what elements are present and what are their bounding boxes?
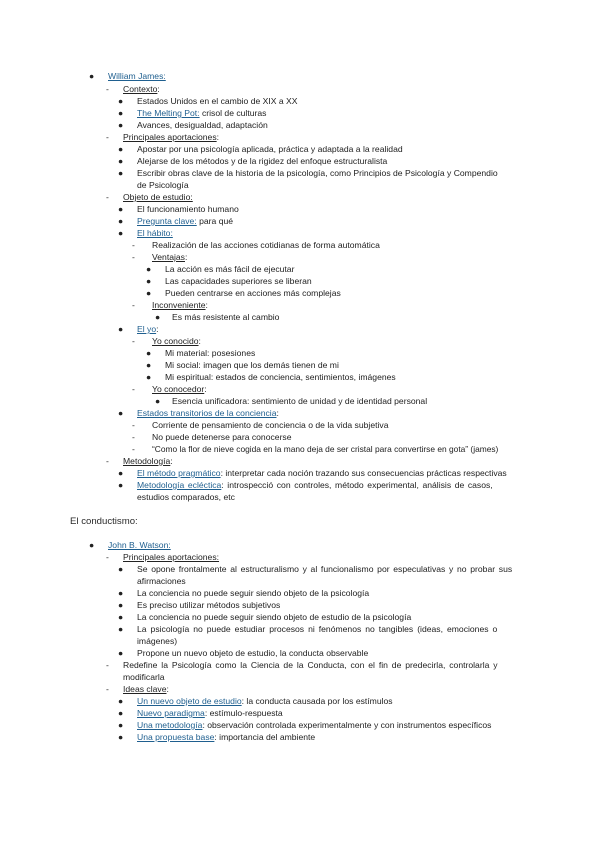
list-item: Alejarse de los métodos y de la rigidez del enfoque estructuralista	[137, 156, 388, 166]
list-item: The Melting Pot: crisol de culturas	[137, 108, 267, 118]
list-item: El método pragmático: interpretar cada noción trazando sus consecuencias prácticas respectivas	[137, 468, 507, 478]
list-item: Redefine la Psicología como la Ciencia de la Conducta, con el fin de predecirla, controlarla y	[123, 660, 498, 670]
bullet-icon: ●	[118, 144, 124, 154]
list-item: Una propuesta base: importancia del ambiente	[137, 732, 316, 742]
bullet-icon: ●	[118, 204, 124, 214]
list-item: Escribir obras clave de la historia de la psicología, como Principios de Psicología y Compendio	[137, 168, 498, 178]
bullet-icon: ●	[118, 216, 124, 226]
list-item: La acción es más fácil de ejecutar	[165, 264, 295, 274]
bullet-icon: ●	[146, 372, 152, 382]
bullet-icon: ●	[118, 720, 124, 730]
list-item: Avances, desigualdad, adaptación	[137, 120, 268, 130]
bullet-icon: ●	[146, 348, 152, 358]
bullet-icon: ●	[155, 312, 161, 322]
dash-icon: -	[132, 300, 135, 310]
bullet-icon: ●	[118, 648, 124, 658]
ventajas-label: Ventajas:	[152, 252, 188, 262]
metodologia-link[interactable]: Una metodología	[137, 720, 203, 730]
list-item: Las capacidades superiores se liberan	[165, 276, 312, 286]
metodologia-eclectica-link[interactable]: Metodología ecléctica	[137, 480, 222, 490]
dash-icon: -	[132, 384, 135, 394]
bullet-icon: ●	[118, 708, 124, 718]
dash-icon: -	[106, 132, 109, 142]
heading-william-james[interactable]: William James:	[108, 71, 166, 81]
bullet-icon: ●	[118, 108, 124, 118]
list-item: Propone un nuevo objeto de estudio, la conducta observable	[137, 648, 369, 658]
nuevo-paradigma-link[interactable]: Nuevo paradigma	[137, 708, 205, 718]
list-item: No puede detenerse para conocerse	[152, 432, 292, 442]
dash-icon: -	[132, 252, 135, 262]
list-item: Esencia unificadora: sentimiento de unidad y de identidad personal	[172, 396, 428, 406]
ideas-label: Ideas clave:	[123, 684, 169, 694]
dash-icon: -	[132, 240, 135, 250]
bullet-icon: ●	[118, 156, 124, 166]
habito-link[interactable]: El hábito:	[137, 228, 173, 238]
list-item: La conciencia no puede seguir siendo objeto de estudio de la psicología	[137, 612, 412, 622]
dash-icon: -	[106, 552, 109, 562]
list-item: Mi social: imagen que los demás tienen de mi	[165, 360, 339, 370]
bullet-icon: ●	[146, 288, 152, 298]
list-item: Un nuevo objeto de estudio: la conducta causada por los estímulos	[137, 696, 393, 706]
list-item: Es más resistente al cambio	[172, 312, 280, 322]
bullet-icon: ●	[155, 396, 161, 406]
bullet-icon: ●	[118, 324, 124, 334]
list-item-continuation: afirmaciones	[137, 576, 186, 586]
pregunta-clave-link[interactable]: Pregunta clave:	[137, 216, 197, 226]
bullet-icon: ●	[118, 168, 124, 178]
list-item: Una metodología: observación controlada experimentalmente y con instrumentos específicos	[137, 720, 492, 730]
yo-conocido-label: Yo conocido:	[152, 336, 201, 346]
dash-icon: -	[132, 420, 135, 430]
heading-john-watson[interactable]: John B. Watson:	[108, 540, 171, 550]
dash-icon: -	[106, 84, 109, 94]
list-item: Corriente de pensamiento de conciencia o de la vida subjetiva	[152, 420, 389, 430]
bullet-icon: ●	[89, 540, 95, 550]
list-item: Pueden centrarse en acciones más complejas	[165, 288, 341, 298]
list-item-continuation: de Psicología	[137, 180, 189, 190]
nuevo-objeto-link[interactable]: Un nuevo objeto de estudio	[137, 696, 242, 706]
section-title-conductismo: El conductismo:	[70, 516, 138, 527]
list-item: Pregunta clave: para qué	[137, 216, 234, 226]
bullet-icon: ●	[89, 71, 95, 81]
dash-icon: -	[106, 684, 109, 694]
yo-item: El yo:	[137, 324, 159, 334]
propuesta-base-link[interactable]: Una propuesta base	[137, 732, 215, 742]
yo-link[interactable]: El yo	[137, 324, 157, 334]
bullet-icon: ●	[118, 732, 124, 742]
list-item: Mi espiritual: estados de conciencia, sentimientos, imágenes	[165, 372, 396, 382]
bullet-icon: ●	[118, 612, 124, 622]
bullet-icon: ●	[118, 228, 124, 238]
list-item: Realización de las acciones cotidianas de forma automática	[152, 240, 380, 250]
bullet-icon: ●	[118, 96, 124, 106]
bullet-icon: ●	[118, 564, 124, 574]
dash-icon: -	[106, 456, 109, 466]
bullet-icon: ●	[146, 360, 152, 370]
list-item-continuation: imágenes)	[137, 636, 178, 646]
bullet-icon: ●	[118, 468, 124, 478]
list-item: La conciencia no puede seguir siendo objeto de la psicología	[137, 588, 370, 598]
dash-icon: -	[132, 336, 135, 346]
list-item: La psicología no puede estudiar procesos ni fenómenos no tangibles (ideas, emociones o	[137, 624, 498, 634]
metodologia-label: Metodología:	[123, 456, 173, 466]
bullet-icon: ●	[118, 480, 124, 490]
bullet-icon: ●	[118, 408, 124, 418]
list-item-continuation: estudios comparados, etc	[137, 492, 235, 502]
bullet-icon: ●	[118, 120, 124, 130]
list-item: “Como la flor de nieve cogida en la mano deja de ser cristal para convertirse en gota” (james)	[152, 444, 499, 454]
list-item: Se opone frontalmente al estructuralismo y al funcionalismo por especulativas y no probar sus	[137, 564, 513, 574]
list-item: Mi material: posesiones	[165, 348, 256, 358]
bullet-icon: ●	[146, 276, 152, 286]
dash-icon: -	[106, 660, 109, 670]
contexto-label: Contexto:	[123, 84, 160, 94]
bullet-icon: ●	[118, 600, 124, 610]
estados-item: Estados transitorios de la conciencia:	[137, 408, 279, 418]
bullet-icon: ●	[118, 696, 124, 706]
yo-conocedor-label: Yo conocedor:	[152, 384, 207, 394]
list-item-continuation: modificarla	[123, 672, 165, 682]
aportaciones-label: Principales aportaciones:	[123, 132, 220, 142]
list-item: Metodología ecléctica: introspecció con controles, método experimental, análisis de casos,	[137, 480, 493, 490]
objeto-label: Objeto de estudio:	[123, 192, 193, 202]
estados-link[interactable]: Estados transitorios de la conciencia	[137, 408, 277, 418]
aportaciones-label: Principales aportaciones:	[123, 552, 220, 562]
dash-icon: -	[132, 432, 135, 442]
dash-icon: -	[132, 444, 135, 454]
list-item: Nuevo paradigma: estímulo-respuesta	[137, 708, 283, 718]
melting-pot-link[interactable]: The Melting Pot:	[137, 108, 200, 118]
dash-icon: -	[106, 192, 109, 202]
metodo-pragmatico-link[interactable]: El método pragmático	[137, 468, 221, 478]
list-item: Estados Unidos en el cambio de XIX a XX	[137, 96, 298, 106]
bullet-icon: ●	[118, 588, 124, 598]
list-item: Es preciso utilizar métodos subjetivos	[137, 600, 281, 610]
bullet-icon: ●	[146, 264, 152, 274]
list-item: Apostar por una psicología aplicada, práctica y adaptada a la realidad	[137, 144, 403, 154]
bullet-icon: ●	[118, 624, 124, 634]
inconveniente-label: Inconveniente:	[152, 300, 208, 310]
list-item: El funcionamiento humano	[137, 204, 239, 214]
